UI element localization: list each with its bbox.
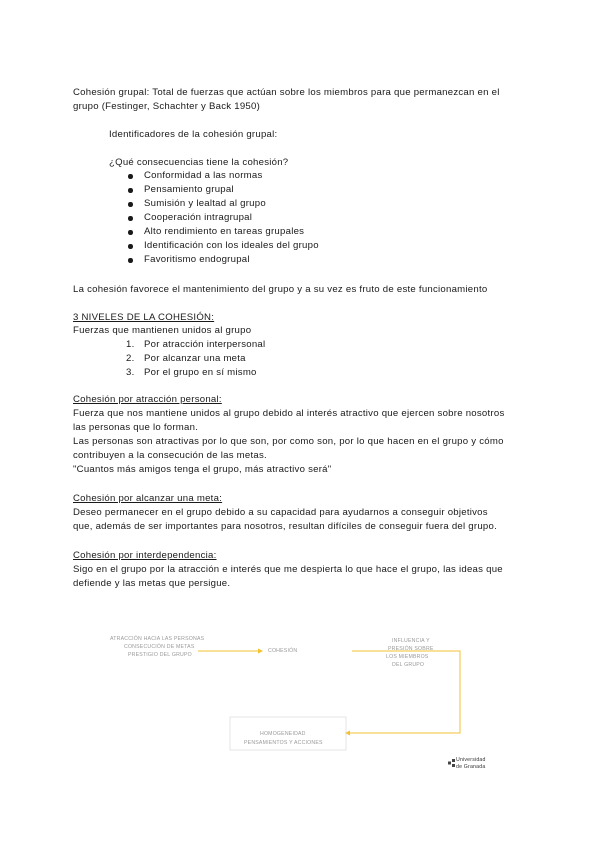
list-item: Favoritismo endogrupal xyxy=(128,253,319,267)
bullet-icon xyxy=(128,244,133,249)
list-item: Alto rendimiento en tareas grupales xyxy=(128,225,319,239)
bullet-icon xyxy=(128,202,133,207)
niveles-heading: 3 NIVELES DE LA COHESIÓN: xyxy=(73,312,215,323)
diagram-right-3: LOS MIEMBROS xyxy=(386,654,429,660)
atraccion-line-4: contribuyen a la consecución de las metas. xyxy=(73,450,267,461)
diagram-right-4: DEL GRUPO xyxy=(392,662,425,668)
diagram-bottom-2: PENSAMIENTOS Y ACCIONES xyxy=(244,740,323,746)
intro-line-2: grupo (Festinger, Schachter y Back 1950) xyxy=(73,101,261,112)
atraccion-heading: Cohesión por atracción personal: xyxy=(73,394,222,405)
bullet-icon xyxy=(128,258,133,263)
logo-line-1: Universidad xyxy=(456,757,486,763)
favorece-paragraph: La cohesión favorece el mantenimiento del grupo y a su vez es fruto de este funcionamiento xyxy=(73,284,488,295)
niveles-list xyxy=(126,338,265,380)
diagram-left-3: PRESTIGIO DEL GRUPO xyxy=(128,652,192,658)
bullet-icon xyxy=(128,174,133,179)
diagram-left-1: ATRACCIÓN HACIA LAS PERSONAS xyxy=(110,636,205,642)
logo-line-2: de Granada xyxy=(456,764,486,770)
bullet-icon xyxy=(128,216,133,221)
diagram-left-2: CONSECUCIÓN DE METAS xyxy=(124,644,195,650)
list-item: Conformidad a las normas xyxy=(128,169,319,183)
arrow-heads xyxy=(258,649,350,736)
interdependencia-line-2: defiende y las metas que persigue. xyxy=(73,578,231,589)
consecuencias-list xyxy=(128,169,319,267)
university-logo-icon xyxy=(448,759,455,767)
diagram-right-2: PRESIÓN SOBRE xyxy=(388,646,434,652)
list-item: Pensamiento grupal xyxy=(128,183,319,197)
consecuencias-question: ¿Qué consecuencias tiene la cohesión? xyxy=(109,157,289,168)
bullet-icon xyxy=(128,188,133,193)
list-item: Sumisión y lealtad al grupo xyxy=(128,197,319,211)
atraccion-line-5: "Cuantos más amigos tenga el grupo, más atractivo será" xyxy=(73,464,332,475)
list-item: 1. Por atracción interpersonal xyxy=(126,339,266,350)
meta-line-2: que, además de ser importantes para nosotros, resultan difíciles de conseguir fuera del grupo. xyxy=(73,521,498,532)
meta-line-1: Deseo permanecer en el grupo debido a su capacidad para ayudarnos a conseguir objetivos xyxy=(73,507,488,518)
meta-heading: Cohesión por alcanzar una meta: xyxy=(73,493,223,504)
diagram-right-1: INFLUENCIA Y xyxy=(392,638,430,644)
interdependencia-line-1: Sigo en el grupo por la atracción e interés que me despierta lo que hace el grupo, las ideas que xyxy=(73,564,503,575)
list-item: Cooperación intragrupal xyxy=(128,211,319,225)
bullet-icon xyxy=(128,230,133,235)
atraccion-line-1: Fuerza que nos mantiene unidos al grupo debido al interés atractivo que ejercen sobre nosotros xyxy=(73,408,505,419)
interdependencia-heading: Cohesión por interdependencia: xyxy=(73,550,217,561)
atraccion-line-3: Las personas son atractivas por lo que son, por como son, por lo que hacen en el grupo y cómo xyxy=(73,436,504,447)
niveles-intro: Fuerzas que mantienen unidos al grupo xyxy=(73,325,252,336)
intro-line-1: Cohesión grupal: Total de fuerzas que actúan sobre los miembros para que permanezcan en el xyxy=(73,87,500,98)
diagram-center: COHESIÓN xyxy=(268,648,298,654)
identificadores-heading: Identificadores de la cohesión grupal: xyxy=(109,129,278,140)
atraccion-line-2: las personas que lo forman. xyxy=(73,422,199,433)
list-item: 2. Por alcanzar una meta xyxy=(126,353,246,364)
list-item: Identificación con los ideales del grupo xyxy=(128,239,319,253)
list-item: 3. Por el grupo en sí mismo xyxy=(126,367,257,378)
diagram-bottom-1: HOMOGENEIDAD xyxy=(260,731,306,737)
